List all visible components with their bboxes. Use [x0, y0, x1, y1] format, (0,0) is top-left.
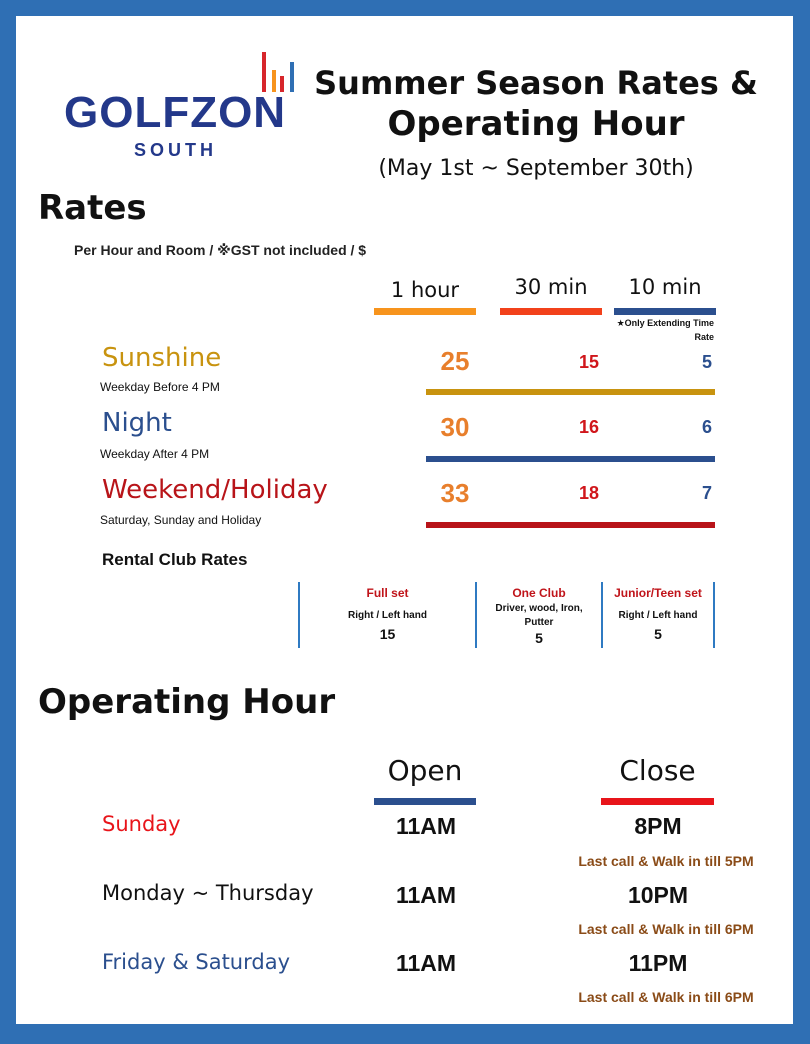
rate-name-weekend-holiday: Weekend/Holiday	[102, 475, 328, 505]
rate-desc-sunshine: Weekday Before 4 PM	[100, 380, 220, 394]
col-30-min: 30 min	[514, 275, 588, 299]
rate-name-night: Night	[102, 408, 172, 438]
col-10-min-bar	[614, 308, 716, 315]
friday-saturday-last-call: Last call & Walk in till 6PM	[578, 989, 754, 1005]
col-1-hour: 1 hour	[390, 278, 460, 302]
title-line-2: Operating Hour	[387, 104, 685, 144]
rate-desc-night: Weekday After 4 PM	[100, 447, 210, 461]
season-dates: (May 1st ~ September 30th)	[378, 156, 694, 181]
flyer-sheet	[16, 16, 793, 1024]
night-30-min: 16	[578, 417, 599, 437]
rental-junior-teen-set: Junior/Teen set Right / Left hand 5	[614, 586, 702, 642]
weekday-last-call: Last call & Walk in till 6PM	[578, 921, 754, 937]
day-sunday: Sunday	[102, 812, 181, 836]
col-10-min: 10 min	[628, 275, 702, 299]
rate-name-sunshine: Sunshine	[102, 343, 222, 373]
rates-note: Per Hour and Room / ※GST not included / $	[74, 242, 367, 258]
rental-divider-4	[713, 582, 715, 648]
friday-saturday-open: 11AM	[395, 950, 457, 976]
sunday-last-call: Last call & Walk in till 5PM	[578, 853, 754, 869]
sunday-open: 11AM	[395, 813, 457, 839]
sunshine-30-min: 15	[578, 352, 599, 372]
col-30-min-bar	[500, 308, 602, 315]
logo-wordmark: GOLFZON	[64, 88, 287, 137]
rental-club-title: Rental Club Rates	[102, 550, 248, 569]
extending-time-note: ★Only Extending Time Rate	[616, 318, 714, 342]
day-monday-thursday: Monday ~ Thursday	[102, 881, 314, 905]
open-bar	[374, 798, 476, 805]
logo-subtitle: SOUTH	[134, 140, 217, 160]
weekend-1-hour: 33	[440, 478, 470, 508]
col-1-hour-bar	[374, 308, 476, 315]
sunshine-1-hour: 25	[440, 346, 470, 376]
day-friday-saturday: Friday & Saturday	[102, 950, 291, 974]
weekend-10-min: 7	[701, 483, 712, 503]
title-line-1: Summer Season Rates &	[314, 64, 758, 102]
rental-full-set: Full set Right / Left hand 15	[348, 586, 427, 642]
open-label: Open	[387, 754, 463, 787]
weekday-open: 11AM	[395, 882, 457, 908]
night-10-min: 6	[701, 417, 712, 437]
rate-desc-weekend-holiday: Saturday, Sunday and Holiday	[100, 513, 262, 527]
operating-hour-heading: Operating Hour	[38, 682, 336, 722]
night-1-hour: 30	[440, 412, 470, 442]
rental-one-club: One Club Driver, wood, Iron, Putter 5	[495, 586, 583, 646]
weekend-rule	[426, 522, 715, 528]
close-label: Close	[619, 754, 696, 787]
night-rule	[426, 456, 715, 462]
logo-bars-icon	[262, 52, 302, 92]
rates-heading: Rates	[38, 188, 147, 228]
sunday-close: 8PM	[634, 813, 682, 839]
sunshine-rule	[426, 389, 715, 395]
close-bar	[601, 798, 714, 805]
sunshine-10-min: 5	[701, 352, 712, 372]
friday-saturday-close: 11PM	[628, 950, 688, 976]
weekday-close: 10PM	[627, 882, 689, 908]
weekend-30-min: 18	[578, 483, 599, 503]
